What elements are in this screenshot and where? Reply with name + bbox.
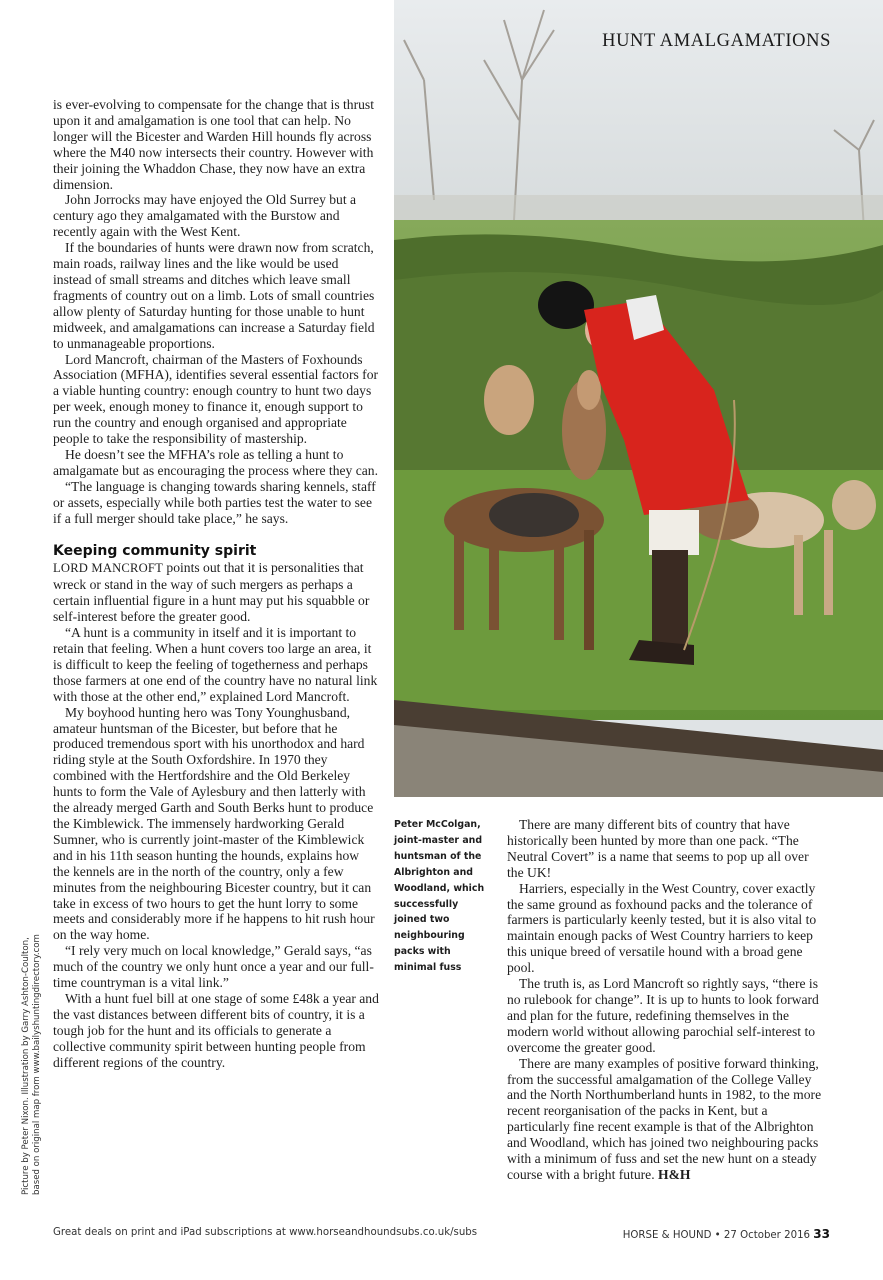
lead-caps: LORD MANCROFT [53,561,164,576]
paragraph: Harriers, especially in the West Country, cover exactly the same ground as foxhound packs and the tolerance of farmers is particularly keenly tested, but it is also vital to maintain enough packs of West Country harriers to keep this unique breed of versatile hound with a broad gene pool. [507,880,817,976]
huntsman-with-hounds-image [394,0,883,797]
paragraph: “A hunt is a community in itself and it is important to retain that feeling. When a hunt covers too large an area, it is difficult to keep the feeling of togetherness and perhaps those farmers at one end of the country have no natural link with those at the other end,” explained Lord Mancroft. [53,625,378,704]
section-title: HUNT AMALGAMATIONS [602,31,831,51]
lead-rest: points out that it is personalities that wreck or stand in the way of such mergers as perhaps a certain influential figure in a hunt may put his squabble or self-interest before the greater good. [53,560,370,625]
hunt-photo [394,0,883,797]
subheading: Keeping community spirit [53,543,257,560]
paragraph: There are many different bits of country that have historically been hunted by more than one pack. “The Neutral Covert” is a name that seems to pop up all over the UK! [507,817,809,880]
paragraph: Lord Mancroft, chairman of the Masters of Foxhounds Association (MFHA), identifies several essential factors for a viable hunting country: enough country to hunt two days per week, enough money to finance it, enough support to run the country and enough organised and appropriate people to take the responsibility of mastership. [53,351,379,447]
paragraph: With a hunt fuel bill at one stage of some £48k a year and the vast distances between different bits of country, it is a tough job for the hunt and its officials to generate a collective community spirit between hunting people from different regions of the country. [53,990,379,1070]
photo-credit [21,925,43,1195]
paragraph-final [507,1056,827,1183]
paragraph: He doesn’t see the MFHA’s role as telling a hunt to amalgamate but as encouraging the process where they can. [53,446,378,478]
lead-paragraph [53,560,379,625]
credit-line: based on original map from www.bailyshuntingdirectory.com [32,934,42,1195]
subscription-promo: Great deals on print and iPad subscriptions at www.horseandhoundsubs.co.uk/subs [53,1227,478,1238]
paragraph: “The language is changing towards sharing kennels, staff or assets, especially while both parties test the water to see if a full merger should take place,” he says. [53,478,376,526]
paragraph: John Jorrocks may have enjoyed the Old Surrey but a century ago they amalgamated with the Burstow and recently again with the West Kent. [53,192,357,240]
final-text: There are many examples of positive forward thinking, from the successful amalgamation of the College Valley and the North Northumberland hunts in 1982, to the more recent reorganisation of the packs in Kent, but a particularly fine recent example is that of the Albrighton and Woodland, which has joined two neighbouring packs with a minimum of fuss and set the new hunt on a steady course with a bright future. [507,1055,822,1182]
credit-line: Picture by Peter Nixon. Illustration by Garry Ashton-Coulton, [21,937,31,1195]
paragraph: If the boundaries of hunts were drawn now from scratch, main roads, railway lines and the like would be used instead of small streams and ditches which leave small fragments of country out on a limb. Lots of small countries allow plenty of Saturday hunting for those unable to hunt midweek, and amalgamations can increase a Saturday field to unmanageable proportions. [53,240,375,351]
paragraph: The truth is, as Lord Mancroft so rightly says, “there is no rulebook for change”. It is up to hunts to look forward and plan for the future, redefining themselves in the modern world without allowing parochial self-interest to overcome the greater good. [507,976,819,1055]
page-number: 33 [813,1227,830,1241]
paragraph: My boyhood hunting hero was Tony Younghusband, amateur huntsman of the Bicester, but before that he produced tremendous sport with his unorthodox and hard riding style at the South Oxfordshire. In 1970 they combined with the Hertfordshire and the Old Berkeley hunts to form the Vale of Aylesbury and then latterly with the already merged Garth and South Berks hunt to produce the Kimblewick. The immensely hardworking Gerald Sumner, who is currently joint-master of the Kimblewick and in his 11th season hunting the hounds, explains how the kennels are in the north of the country, only a few minutes from the neighbouring Bicester country, but it can take in excess of two hours to get the hunt lorry to some meets and considerably more if he happens to hit rush hour on the way home. [53,704,375,943]
article-right-column [507,817,827,1183]
publication-date: HORSE & HOUND • 27 October 2016 [622,1230,811,1241]
photo-caption: Peter McColgan, joint-master and huntsman of the Albrighton and Woodland, which successfully joined two neighbouring packs with minimal fuss [394,819,485,974]
paragraph: “I rely very much on local knowledge,” Gerald says, “as much of the country we only hunt once a year and our full-time countryman is a vital link.” [53,943,374,991]
paragraph: is ever-evolving to compensate for the change that is thrust upon it and amalgamation is one tool that can help. No longer will the Bicester and Warden Hill hounds fly across where the M40 now intersects their country. However with their joining the Whaddon Chase, they now have an extra dimension. [53,97,374,192]
article-left-column [53,97,379,1070]
folio [623,1227,830,1241]
signoff: H&H [658,1166,691,1182]
